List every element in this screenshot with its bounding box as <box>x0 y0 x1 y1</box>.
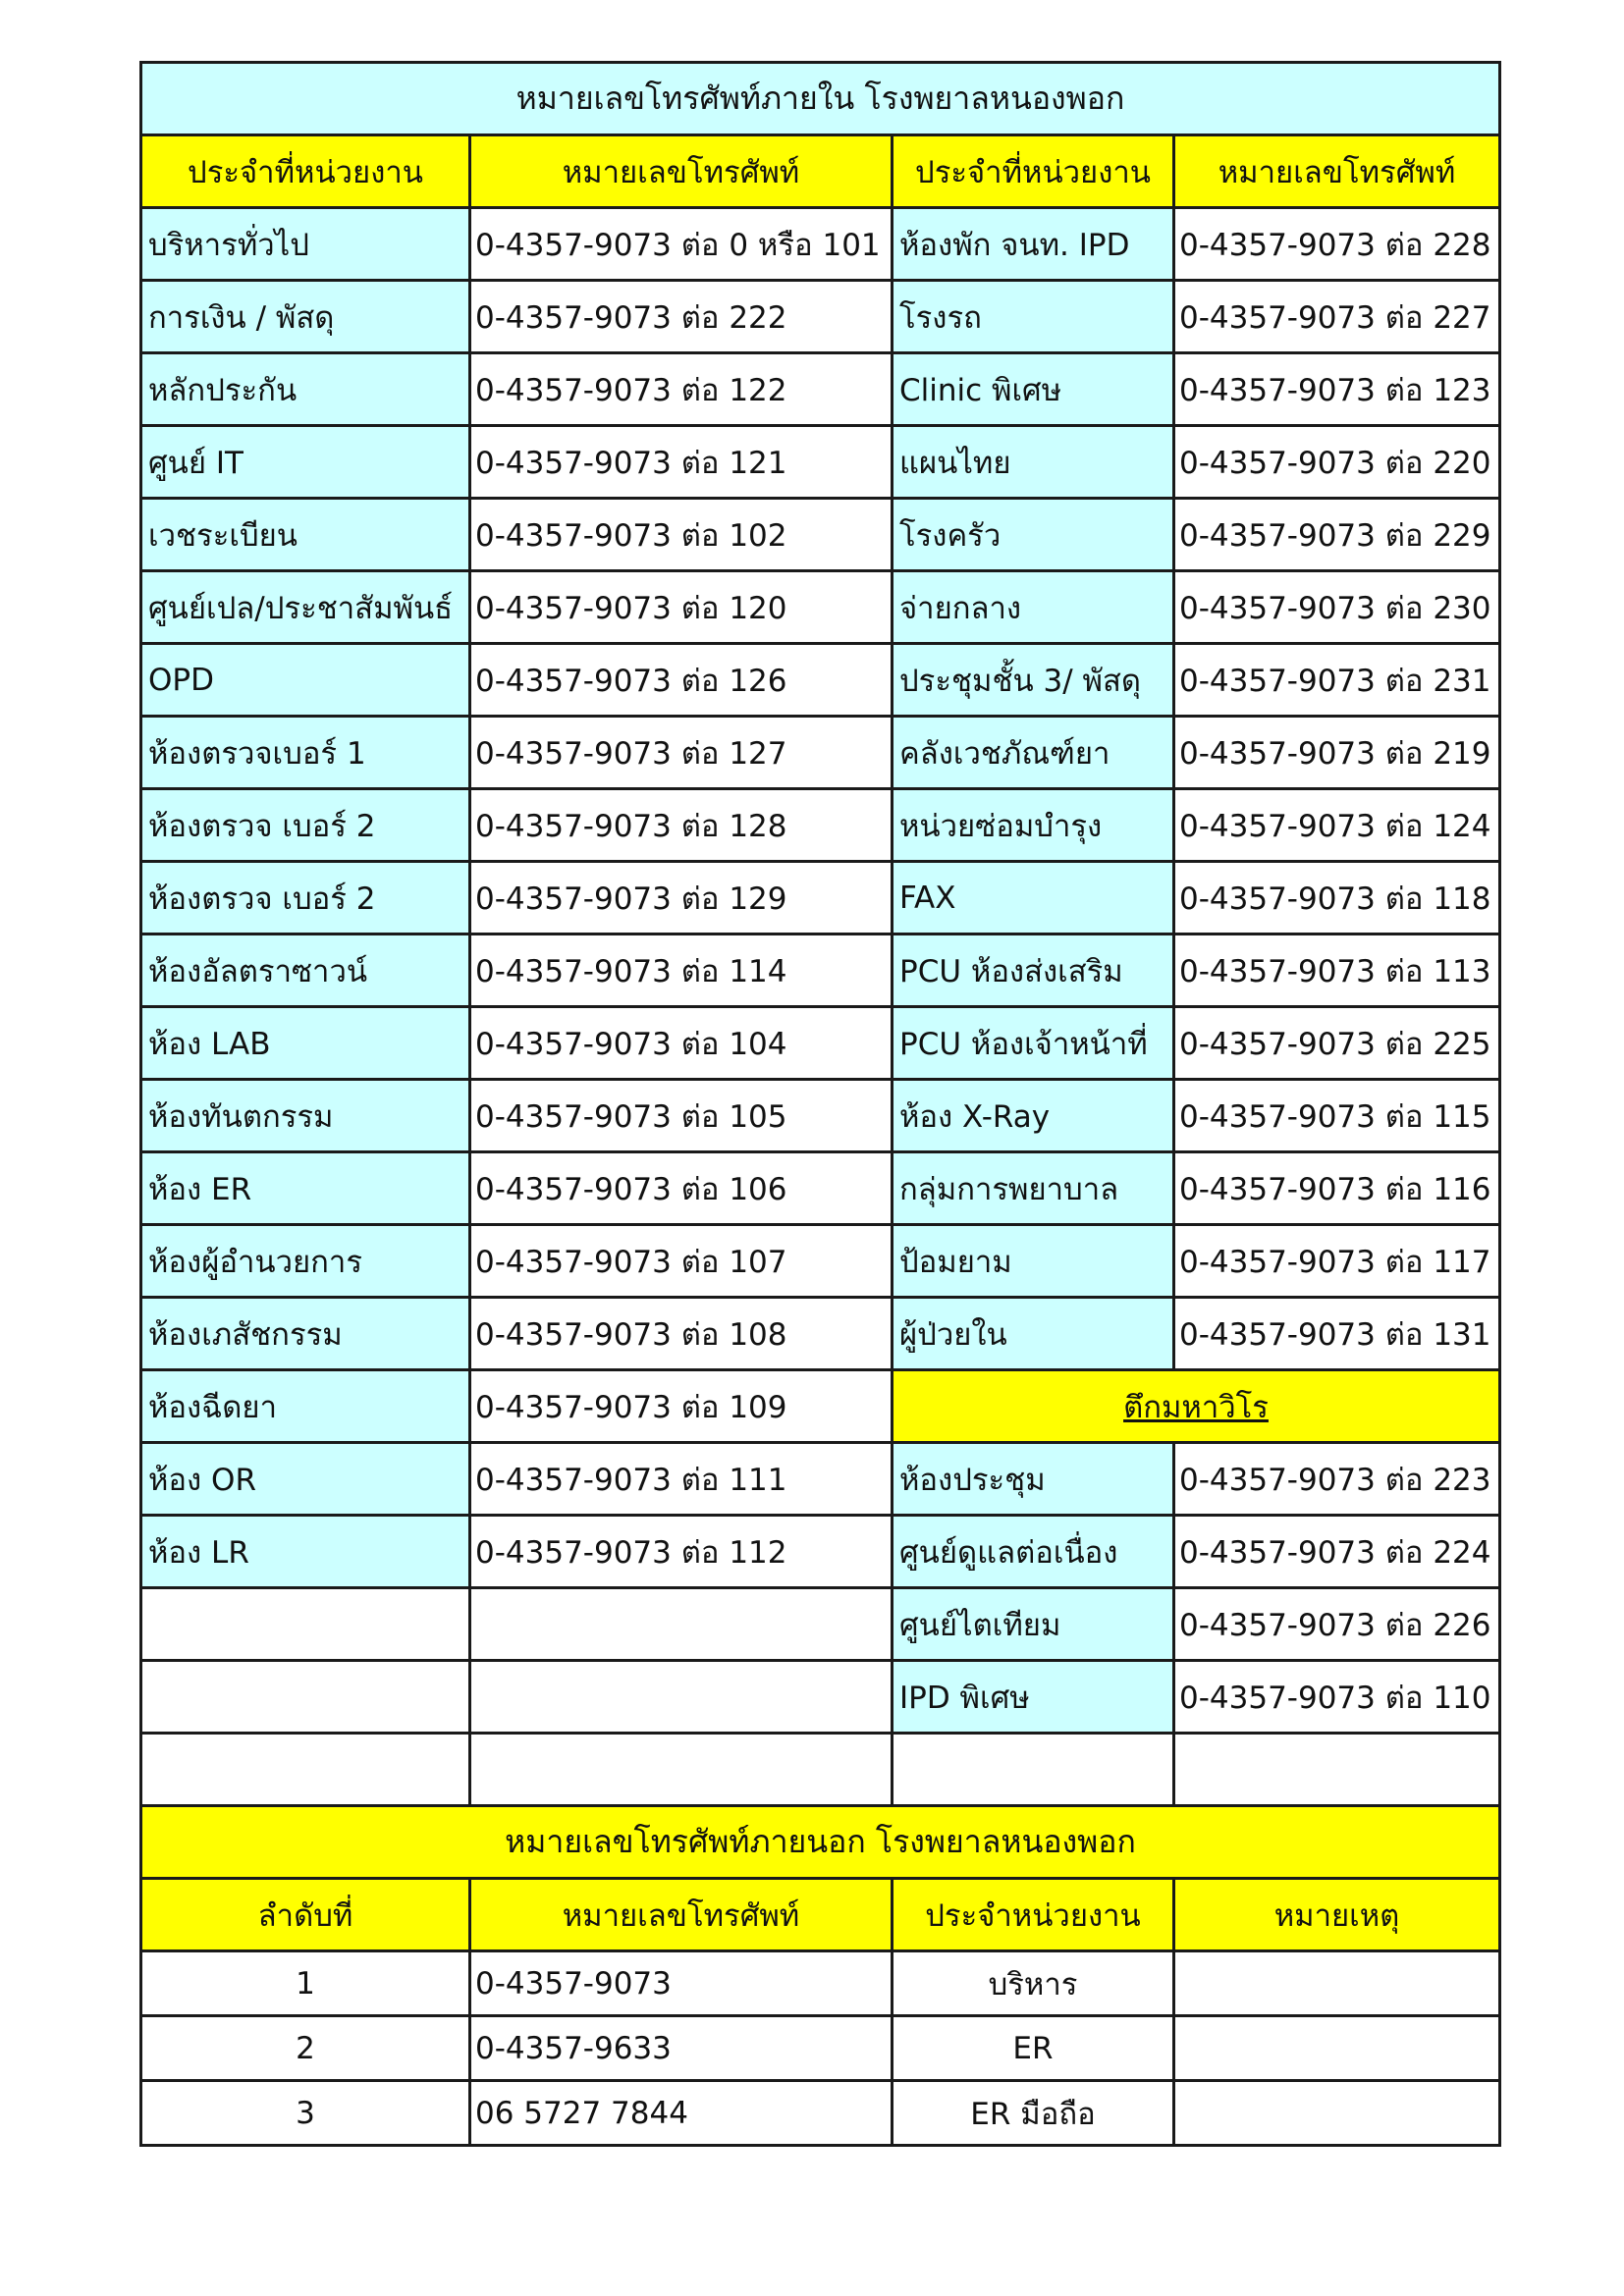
department-cell: ห้องเภสัชกรรม <box>141 1298 470 1370</box>
header-remark: หมายเหตุ <box>1174 1879 1500 1951</box>
phone-cell: 0-4357-9073 ต่อ 224 <box>1174 1516 1500 1588</box>
remark-cell <box>1174 2016 1500 2081</box>
department-cell: ศูนย์ IT <box>141 426 470 499</box>
department-cell: ศูนย์ไตเทียม <box>893 1588 1174 1661</box>
phone-directory-sheet <box>139 61 1498 2147</box>
order-cell: 2 <box>141 2016 470 2081</box>
phone-cell <box>1174 1734 1500 1806</box>
phone-cell: 0-4357-9073 ต่อ 229 <box>1174 499 1500 571</box>
building-heading <box>893 1370 1500 1443</box>
phone-cell: 0-4357-9073 ต่อ 106 <box>470 1152 893 1225</box>
phone-cell: 0-4357-9073 ต่อ 115 <box>1174 1080 1500 1152</box>
header-phone: หมายเลขโทรศัพท์ <box>1174 135 1500 208</box>
external-header-row <box>141 1879 1500 1951</box>
department-cell: โรงครัว <box>893 499 1174 571</box>
table-row <box>141 934 1500 1007</box>
phone-cell: 0-4357-9073 ต่อ 116 <box>1174 1152 1500 1225</box>
department-cell: ห้องผู้อำนวยการ <box>141 1225 470 1298</box>
phone-cell: 0-4357-9073 ต่อ 109 <box>470 1370 893 1443</box>
department-cell: ศูนย์เปล/ประชาสัมพันธ์ <box>141 571 470 644</box>
phone-cell: 0-4357-9073 ต่อ 231 <box>1174 644 1500 717</box>
phone-cell: 0-4357-9073 ต่อ 127 <box>470 717 893 789</box>
phone-cell: 0-4357-9073 ต่อ 112 <box>470 1516 893 1588</box>
phone-cell: 0-4357-9073 ต่อ 223 <box>1174 1443 1500 1516</box>
internal-title: หมายเลขโทรศัพท์ภายใน โรงพยาลหนองพอก <box>141 63 1500 135</box>
phone-cell: 0-4357-9073 ต่อ 118 <box>1174 862 1500 934</box>
table-row <box>141 1516 1500 1588</box>
phone-cell: 0-4357-9073 ต่อ 124 <box>1174 789 1500 862</box>
header-order: ลำดับที่ <box>141 1879 470 1951</box>
department-cell: ห้องฉีดยา <box>141 1370 470 1443</box>
phone-cell: 0-4357-9073 ต่อ 123 <box>1174 353 1500 426</box>
table-row <box>141 353 1500 426</box>
header-department: ประจำที่หน่วยงาน <box>893 135 1174 208</box>
department-cell: ป้อมยาม <box>893 1225 1174 1298</box>
department-cell: หน่วยซ่อมบำรุง <box>893 789 1174 862</box>
department-cell: ห้องอัลตราซาวน์ <box>141 934 470 1007</box>
phone-cell: 0-4357-9073 ต่อ 131 <box>1174 1298 1500 1370</box>
department-cell: การเงิน / พัสดุ <box>141 281 470 353</box>
phone-cell: 0-4357-9073 ต่อ 114 <box>470 934 893 1007</box>
department-cell: Clinic พิเศษ <box>893 353 1174 426</box>
table-row <box>141 2081 1500 2146</box>
table-row <box>141 862 1500 934</box>
table-row <box>141 1370 1500 1443</box>
department-cell: PCU ห้องเจ้าหน้าที่ <box>893 1007 1174 1080</box>
table-row <box>141 426 1500 499</box>
department-cell: ผู้ป่วยใน <box>893 1298 1174 1370</box>
phone-cell <box>470 1734 893 1806</box>
table-row <box>141 208 1500 281</box>
department-cell: แผนไทย <box>893 426 1174 499</box>
department-cell: ห้องตรวจ เบอร์ 2 <box>141 789 470 862</box>
remark-cell <box>1174 1951 1500 2016</box>
department-cell: IPD พิเศษ <box>893 1661 1174 1734</box>
table-row <box>141 644 1500 717</box>
header-department: ประจำที่หน่วยงาน <box>141 135 470 208</box>
internal-title-row <box>141 63 1500 135</box>
table-row <box>141 571 1500 644</box>
department-cell: ห้องตรวจ เบอร์ 2 <box>141 862 470 934</box>
phone-cell: 0-4357-9073 ต่อ 126 <box>470 644 893 717</box>
phone-cell: 0-4357-9073 ต่อ 108 <box>470 1298 893 1370</box>
department-cell: หลักประกัน <box>141 353 470 426</box>
department-cell: ห้องพัก จนท. IPD <box>893 208 1174 281</box>
phone-cell: 0-4357-9073 ต่อ 128 <box>470 789 893 862</box>
table-row <box>141 1080 1500 1152</box>
phone-cell: 0-4357-9073 ต่อ 121 <box>470 426 893 499</box>
department-cell: คลังเวชภัณฑ์ยา <box>893 717 1174 789</box>
phone-cell: 0-4357-9073 ต่อ 110 <box>1174 1661 1500 1734</box>
department-cell: ห้องทันตกรรม <box>141 1080 470 1152</box>
phone-cell: 0-4357-9073 ต่อ 120 <box>470 571 893 644</box>
table-row <box>141 1298 1500 1370</box>
phone-cell: 0-4357-9073 ต่อ 104 <box>470 1007 893 1080</box>
department-cell: โรงรถ <box>893 281 1174 353</box>
phone-cell: 0-4357-9633 <box>470 2016 893 2081</box>
table-row <box>141 1734 1500 1806</box>
phone-cell: 0-4357-9073 ต่อ 117 <box>1174 1225 1500 1298</box>
phone-directory-body <box>141 63 1500 2146</box>
department-cell <box>141 1734 470 1806</box>
phone-cell <box>470 1661 893 1734</box>
order-cell: 3 <box>141 2081 470 2146</box>
department-cell: ห้อง LR <box>141 1516 470 1588</box>
department-cell: ห้อง OR <box>141 1443 470 1516</box>
table-row <box>141 1588 1500 1661</box>
external-title-row <box>141 1806 1500 1879</box>
header-department: ประจำหน่วยงาน <box>893 1879 1174 1951</box>
phone-cell: 0-4357-9073 ต่อ 225 <box>1174 1007 1500 1080</box>
phone-cell: 0-4357-9073 ต่อ 228 <box>1174 208 1500 281</box>
table-row <box>141 1225 1500 1298</box>
phone-cell: 0-4357-9073 ต่อ 113 <box>1174 934 1500 1007</box>
table-row <box>141 1661 1500 1734</box>
header-phone: หมายเลขโทรศัพท์ <box>470 135 893 208</box>
department-cell: ห้องประชุม <box>893 1443 1174 1516</box>
phone-cell: 0-4357-9073 ต่อ 226 <box>1174 1588 1500 1661</box>
department-cell <box>141 1588 470 1661</box>
internal-header-row <box>141 135 1500 208</box>
department-cell: จ่ายกลาง <box>893 571 1174 644</box>
department-cell: ER มือถือ <box>893 2081 1174 2146</box>
header-phone: หมายเลขโทรศัพท์ <box>470 1879 893 1951</box>
phone-cell: 0-4357-9073 ต่อ 219 <box>1174 717 1500 789</box>
department-cell: กลุ่มการพยาบาล <box>893 1152 1174 1225</box>
department-cell: ห้อง X-Ray <box>893 1080 1174 1152</box>
table-row <box>141 2016 1500 2081</box>
table-row <box>141 717 1500 789</box>
department-cell: บริหาร <box>893 1951 1174 2016</box>
department-cell: ห้อง ER <box>141 1152 470 1225</box>
department-cell: ประชุมชั้น 3/ พัสดุ <box>893 644 1174 717</box>
remark-cell <box>1174 2081 1500 2146</box>
department-cell: ศูนย์ดูแลต่อเนื่อง <box>893 1516 1174 1588</box>
department-cell: เวชระเบียน <box>141 499 470 571</box>
table-row <box>141 499 1500 571</box>
table-row <box>141 1443 1500 1516</box>
order-cell: 1 <box>141 1951 470 2016</box>
phone-cell: 0-4357-9073 ต่อ 222 <box>470 281 893 353</box>
phone-directory-table <box>139 61 1501 2147</box>
external-title: หมายเลขโทรศัพท์ภายนอก โรงพยาลหนองพอก <box>141 1806 1500 1879</box>
phone-cell <box>470 1588 893 1661</box>
table-row <box>141 1951 1500 2016</box>
table-row <box>141 789 1500 862</box>
table-row <box>141 281 1500 353</box>
department-cell: ER <box>893 2016 1174 2081</box>
table-row <box>141 1007 1500 1080</box>
department-cell: PCU ห้องส่งเสริม <box>893 934 1174 1007</box>
phone-cell: 0-4357-9073 ต่อ 102 <box>470 499 893 571</box>
table-row <box>141 1152 1500 1225</box>
phone-cell: 0-4357-9073 ต่อ 129 <box>470 862 893 934</box>
phone-cell: 0-4357-9073 ต่อ 227 <box>1174 281 1500 353</box>
phone-cell: 0-4357-9073 ต่อ 111 <box>470 1443 893 1516</box>
phone-cell: 0-4357-9073 <box>470 1951 893 2016</box>
phone-cell: 0-4357-9073 ต่อ 0 หรือ 101 <box>470 208 893 281</box>
department-cell: OPD <box>141 644 470 717</box>
phone-cell: 0-4357-9073 ต่อ 107 <box>470 1225 893 1298</box>
phone-cell: 0-4357-9073 ต่อ 105 <box>470 1080 893 1152</box>
phone-cell: 06 5727 7844 <box>470 2081 893 2146</box>
department-cell <box>893 1734 1174 1806</box>
phone-cell: 0-4357-9073 ต่อ 122 <box>470 353 893 426</box>
phone-cell: 0-4357-9073 ต่อ 220 <box>1174 426 1500 499</box>
department-cell <box>141 1661 470 1734</box>
building-heading-link[interactable]: ตึกมหาวิโร <box>1123 1389 1269 1425</box>
department-cell: ห้องตรวจเบอร์ 1 <box>141 717 470 789</box>
department-cell: FAX <box>893 862 1174 934</box>
department-cell: บริหารทั่วไป <box>141 208 470 281</box>
phone-cell: 0-4357-9073 ต่อ 230 <box>1174 571 1500 644</box>
department-cell: ห้อง LAB <box>141 1007 470 1080</box>
